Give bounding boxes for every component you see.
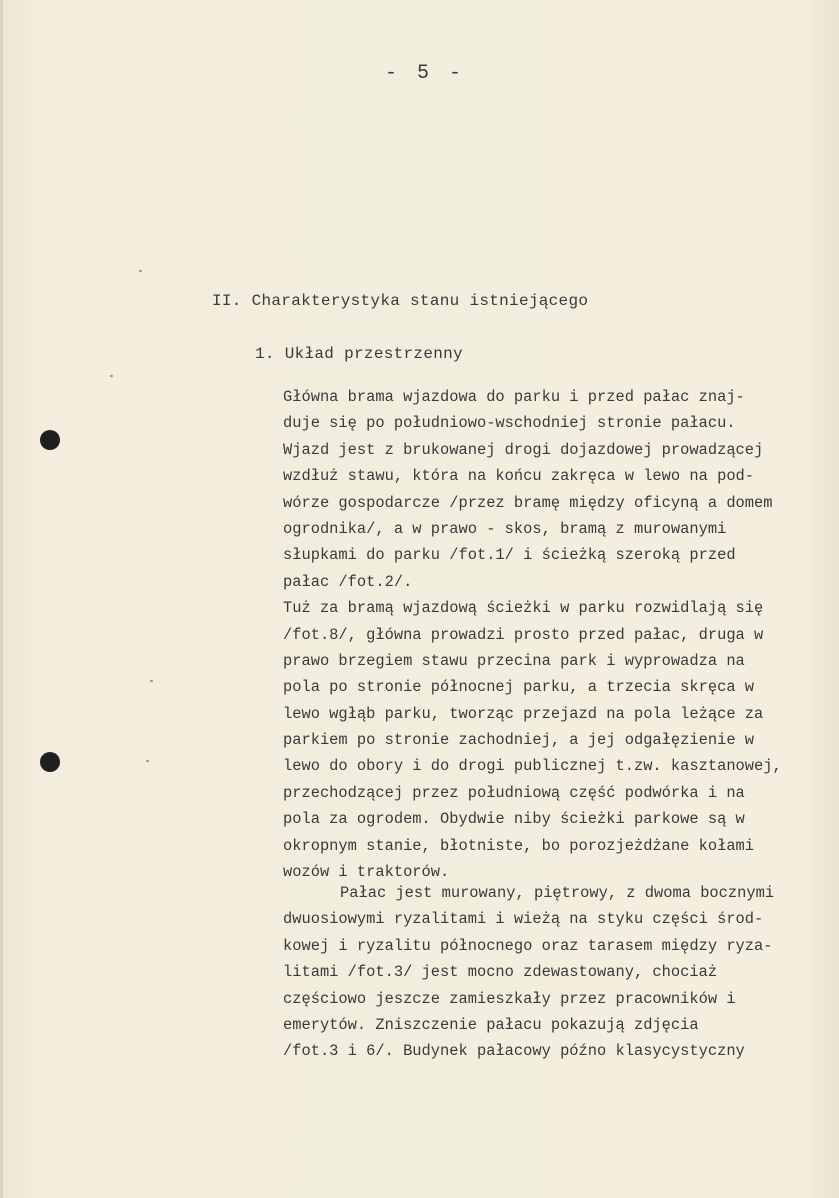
paper-speck <box>110 375 113 377</box>
text-line: lewo wgłąb parku, tworząc przejazd na pola leżące za <box>283 704 764 723</box>
page-edge <box>0 0 3 1198</box>
text-line: litami /fot.3/ jest mocno zdewastowany, chociaż <box>283 963 718 982</box>
text-line: okropnym stanie, błotniste, bo porozjeżdżane kołami <box>283 836 755 855</box>
text-line: Tuż za bramą wjazdową ścieżki w parku rozwidlają się <box>283 599 764 618</box>
paper-speck <box>139 270 142 272</box>
paper-speck <box>146 760 149 762</box>
text-line: Pałac jest murowany, piętrowy, z dwoma bocznymi <box>340 884 775 902</box>
text-line: ogrodnika/, a w prawo - skos, bramą z murowanymi <box>283 519 727 538</box>
text-line: dwuosiowymi ryzalitami i wieżą na styku części środ- <box>283 910 764 929</box>
paragraph-palace <box>283 880 835 1065</box>
text-line: kowej i ryzalitu północnego oraz tarasem między ryza- <box>283 936 773 955</box>
text-line: Wjazd jest z brukowanej drogi dojazdowej prowadzącej <box>283 440 764 459</box>
text-line: przechodzącej przez południową część podwórka i na <box>283 783 745 802</box>
text-line: pola za ogrodem. Obydwie niby ścieżki parkowe są w <box>283 810 745 829</box>
subsection-heading: 1. Układ przestrzenny <box>255 345 463 363</box>
section-heading: II. Charakterystyka stanu istniejącego <box>212 292 589 310</box>
text-line: pałac /fot.2/. <box>283 572 413 591</box>
text-line: wozów i traktorów. <box>283 863 450 882</box>
text-line: pola po stronie północnej parku, a trzecia skręca w <box>283 678 755 697</box>
punch-hole-top <box>40 430 60 450</box>
text-line: parkiem po stronie zachodniej, a jej odgałęzienie w <box>283 731 755 750</box>
text-line: prawo brzegiem stawu przecina park i wyprowadza na <box>283 651 745 670</box>
text-line: wzdłuż stawu, która na końcu zakręca w lewo na pod- <box>283 467 755 486</box>
text-line: słupkami do parku /fot.1/ i ścieżką szeroką przed <box>283 546 736 565</box>
text-line: wórze gospodarcze /przez bramę między oficyną a domem <box>283 493 773 512</box>
text-line: Główna brama wjazdowa do parku i przed pałac znaj- <box>283 388 745 406</box>
paper-speck <box>150 680 153 682</box>
text-line: lewo do obory i do drogi publicznej t.zw. kasztanowej, <box>283 757 782 776</box>
text-line: duje się po południowo-wschodniej stronie pałacu. <box>283 414 736 433</box>
page-number: - 5 - <box>384 62 465 85</box>
punch-hole-bottom <box>40 752 60 772</box>
text-line: emerytów. Zniszczenie pałacu pokazują zdjęcia <box>283 1015 699 1034</box>
text-line: /fot.3 i 6/. Budynek pałacowy późno klasycystyczny <box>283 1042 745 1061</box>
text-line: /fot.8/, główna prowadzi prosto przed pałac, druga w <box>283 625 764 644</box>
paragraph-layout <box>283 384 835 885</box>
text-line: częściowo jeszcze zamieszkały przez pracowników i <box>283 989 736 1008</box>
